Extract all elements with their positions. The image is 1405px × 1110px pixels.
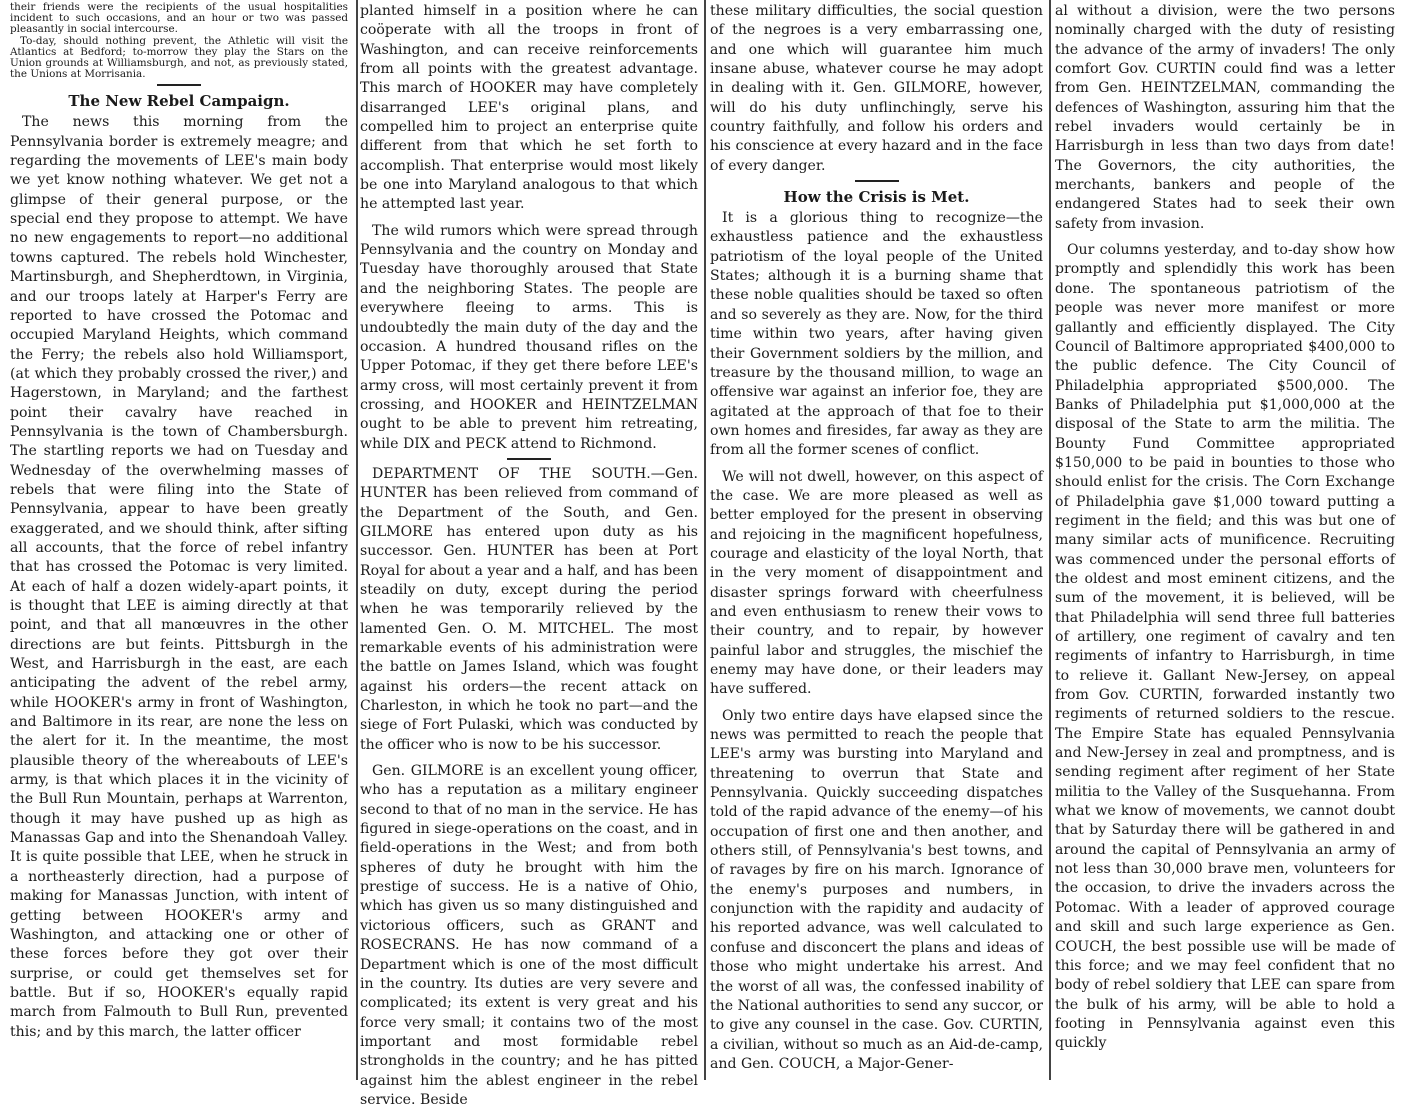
headline-how-the-crisis-is-met: How the Crisis is Met. <box>783 188 970 207</box>
column-1 <box>4 2 354 1080</box>
column-3 <box>704 2 1049 1080</box>
article-paragraph: The news this morning from the Pennsylvania border is extremely meagre; and regarding the movements of LEE's main body we yet know nothing whatever. We get not a glimpse of their general purpose, or the special end they propose to attempt. We have no new engagements to report—no additional towns captured. The rebels hold Winchester, Martinsburgh, and Shepherdtown, in Virginia, and our troops lately at Harper's Ferry are reported to have crossed the Potomac and occupied Maryland Heights, which command the Ferry; the rebels also hold Williamsport, (at which they probably crossed the river,) and Hagerstown, in Maryland; and the farthest point their cavalry have reached in Pennsylvania is the town of Chambersburgh. The startling reports we had on Tuesday and Wednesday of the overwhelming masses of rebels that were filing into the State of Pennsylvania, appear to have been greatly exaggerated, and we should think, after sifting all accounts, that the force of rebel infantry that has crossed the Potomac is very limited. At each of half a dozen widely-apart points, it is thought that LEE is aiming directly at that point, and that all manœuvres in the other directions are but feints. Pittsburgh in the West, and Harrisburgh in the east, are each anticipating the advent of the rebel army, while HOOKER's army in front of Washington, and Baltimore in its rear, are none the less on the alert for it. In the meantime, the most plausible theory of the whereabouts of LEE's army, is that which places it in the vicinity of the Bull Run Mountain, perhaps at Warrenton, though it may have pushed up as high as Manassas Gap and into the Shenandoah Valley. It is quite possible that LEE, when he struck in a northeasterly direction, had a purpose of making for Manassas Junction, with intent of getting between HOOKER's army and Washington, and attacking one or other of these forces before they got over their surprise, or could get themselves set for battle. But if so, HOOKER's equally rapid march from Falmouth to Bull Run, prevented this; and by this march, the latter officer <box>10 114 348 1040</box>
article-paragraph: al without a division, were the two persons nominally charged with the duty of resisting the advance of the army of invaders! The only comfort Gov. CURTIN could find was a letter from Gen. HEINTZELMAN, commanding the defences of Washington, assuring him that the rebel invaders would certainly be in Harrisburgh in less than two days from date! The Governors, the city authorities, the merchants, bankers and people of the endangered States had to seek their own safety from invasion. <box>1055 3 1395 232</box>
section-divider <box>855 180 899 182</box>
section-divider <box>507 458 551 460</box>
article-paragraph: Only two entire days have elapsed since the news was permitted to reach the people that LEE's army was bursting into Maryland and threatening to overrun that State and Pennsylvania. Quickly succeeding dispatches told of the rapid advance of the enemy—of his occupation of first one and then another, and others still, of Pennsylvania's best towns, and of ravages by fire on his march. Ignorance of the enemy's purposes and numbers, in conjunction with the rapidity and audacity of his reported advance, was well calculated to confuse and disconcert the plans and ideas of those who might undertake his arrest. And the worst of all was, the confessed inability of the National authorities to send any succor, or to give any counsel in the case. Gov. CURTIN, a civilian, without so much as an Aid-de-camp, and Gen. COUCH, a Major-Gener- <box>710 707 1043 1072</box>
article-paragraph: these military difficulties, the social question of the negroes is a very embarrassing one, and one which will guarantee him much insane abuse, whatever course he may adopt in dealing with it. Gen. GILMORE, however, will do his duty unflinchingly, serve his country faithfully, and follow his orders and his conscience at every hazard and in the face of every danger. <box>710 3 1043 174</box>
section-divider <box>157 84 201 86</box>
department-of-the-south-paragraph: DEPARTMENT OF THE SOUTH.—Gen. HUNTER has been relieved from command of the Department of the South, and Gen. GILMORE has entered upon duty as his successor. Gen. HUNTER has been at Port Royal for about a year and a half, and has been steadily on duty, except during the period when he was temporarily relieved by the lamented Gen. O. M. MITCHEL. The most remarkable events of his administration were the battle on James Island, which was fought against his orders—the recent attack on Charleston, in which he took no part—and the siege of Fort Pulaski, which was conducted by the officer who is now to be his successor. <box>360 465 698 753</box>
column-4 <box>1049 2 1401 1080</box>
article-paragraph: Our columns yesterday, and to-day show how promptly and splendidly this work has been done. The spontaneous patriotism of the people was never more manifest or more gallantly and efficiently displayed. The City Council of Baltimore appropriated $400,000 to the public defence. The City Council of Philadelphia appropriated $500,000. The Banks of Philadelphia put $1,000,000 at the disposal of the State to arm the militia. The Bounty Fund Committee appropriated $150,000 to be paid in bounties to those who should enlist for the crisis. The Corn Exchange of Philadelphia gave $1,000 toward putting a regiment in the field; and this was but one of many similar acts of munificence. Recruiting was commenced under the personal efforts of the oldest and most eminent citizens, and the sum of the movement, it is believed, will be that Philadelphia will send three full batteries of artillery, one regiment of cavalry and ten regiments of infantry to Harrisburgh, in time to relieve it. Gallant New-Jersey, on appeal from Gov. CURTIN, forwarded instantly two regiments of returned soldiers to the rescue. The Empire State has equaled Pennsylvania and New-Jersey in zeal and promptness, and is sending regiment after regiment of her State militia to the Valley of the Susquehanna. From what we know of movements, we cannot doubt that by Saturday there will be gathered in and around the capital of Pennsylvania an army of not less than 30,000 brave men, volunteers for the occasion, to drive the invaders across the Potomac. With a leader of approved courage and skill and such large experience as Gen. COUCH, the best possible use will be made of this force; and we may feel confident that no body of rebel soldiery that LEE can spare from the bulk of his army, will be able to hold a footing in Pennsylvania against even this quickly <box>1055 242 1395 1052</box>
sports-note-paragraph: their friends were the recipients of the usual hospitalities incident to such occasions, and an hour or two was passed pleasantly in social intercourse. <box>10 1 348 36</box>
article-paragraph: The wild rumors which were spread through Pennsylvania and the country on Monday and Tuesday have thoroughly aroused that State and the neighboring States. The people are everywhere fleeing to arms. This is undoubtedly the main duty of the day and the occasion. A hundred thousand rifles on the Upper Potomac, if they get there before LEE's army cross, will most certainly prevent it from crossing, and HOOKER and HEINTZELMAN ought to be able to prevent him retreating, while DIX and PECK attend to Richmond. <box>360 222 698 452</box>
article-paragraph: planted himself in a position where he can coöperate with all the troops in front of Washington, and can receive reinforcements from all points with the greatest advantage. This march of HOOKER may have completely disarranged LEE's original plans, and compelled him to project an enterprise quite different from that which he set forth to accomplish. That enterprise would most likely be one into Maryland analogous to that which he attempted last year. <box>360 3 698 213</box>
article-paragraph: It is a glorious thing to recognize—the exhaustless patience and the exhaustless patriotism of the loyal people of the United States; although it is a burning shame that these noble qualities should be taxed so often and so severely as they are. Now, for the third time within two years, after having given their Government soldiers by the million, and treasure by the thousand million, to wage an offensive war against an inferior foe, they are agitated at the approach of that foe to their own homes and firesides, far away as they are from all the former scenes of conflict. <box>710 210 1043 459</box>
headline-new-rebel-campaign: The New Rebel Campaign. <box>68 92 290 111</box>
sports-note-paragraph: To-day, should nothing prevent, the Athletic will visit the Atlantics at Bedford; to-morrow they play the Stars on the Union grounds at Williamsburgh, and not, as previously stated, the Unions at Morrisania. <box>10 34 348 81</box>
article-paragraph: We will not dwell, however, on this aspect of the case. We are more pleased as well as better employed for the present in observing and rejoicing in the magnificent hopefulness, courage and elasticity of the loyal North, that in the very moment of disappointment and disaster springs forward with cheerfulness and even enthusiasm to renew their vows to their country, and to repair, by however painful labor and struggles, the mischief the enemy may have done, or their leaders may have suffered. <box>710 468 1043 698</box>
article-paragraph: Gen. GILMORE is an excellent young officer, who has a reputation as a military engineer second to that of no man in the service. He has figured in siege-operations on the coast, and in field-operations in the West; and from both spheres of duty he brought with him the prestige of success. He is a native of Ohio, which has given us so many distinguished and victorious officers, such as GRANT and ROSECRANS. He has now command of a Department which is one of the most difficult in the country. Its duties are very severe and complicated; its extent is very great and his force very small; it contains two of the most important and most formidable rebel strongholds in the country; and he has pitted against him the ablest engineer in the rebel service. Beside <box>360 763 698 1108</box>
column-2 <box>354 2 704 1108</box>
